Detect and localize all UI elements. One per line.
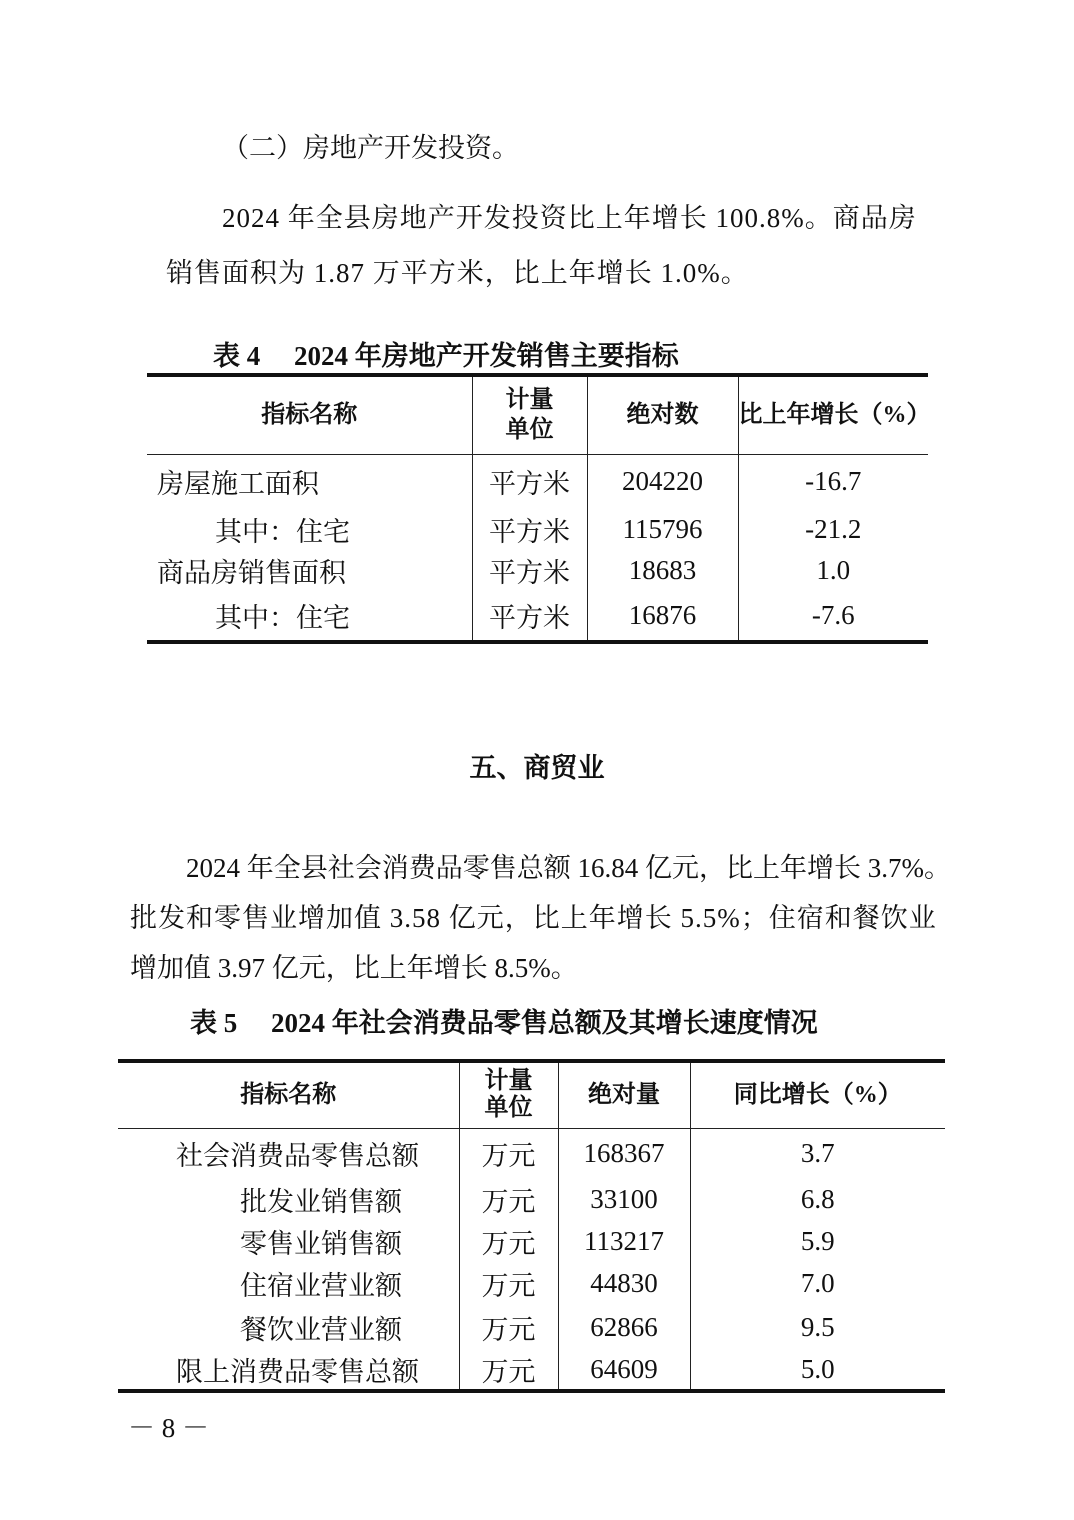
header-growth: 比上年增长（%） xyxy=(738,375,928,454)
row-growth: -7.6 xyxy=(738,591,928,642)
row-growth: -16.7 xyxy=(738,454,928,509)
table5 xyxy=(118,1059,945,1393)
paragraph-line: 批发和零售业增加值 3.58 亿元，比上年增长 5.5%；住宿和餐饮业 xyxy=(130,903,937,933)
row-unit: 平方米 xyxy=(472,454,587,509)
table-row xyxy=(118,1128,945,1178)
row-growth: -21.2 xyxy=(738,509,928,550)
header-name: 指标名称 xyxy=(147,375,472,454)
paragraph-line: 销售面积为 1.87 万平方米，比上年增长 1.0%。 xyxy=(166,258,749,288)
table-row xyxy=(147,591,928,642)
row-unit: 万元 xyxy=(459,1220,558,1262)
row-growth: 5.0 xyxy=(690,1349,945,1391)
row-name: 商品房销售面积 xyxy=(157,558,346,588)
row-unit: 万元 xyxy=(459,1349,558,1391)
row-unit: 万元 xyxy=(459,1262,558,1305)
row-value: 16876 xyxy=(587,591,738,642)
row-growth: 1.0 xyxy=(738,550,928,591)
page-number: － 8 － xyxy=(128,1413,209,1443)
row-unit: 平方米 xyxy=(472,509,587,550)
row-unit: 万元 xyxy=(459,1305,558,1349)
row-name: 其中：住宅 xyxy=(215,517,350,547)
paragraph-line: 2024 年全县社会消费品零售总额 16.84 亿元，比上年增长 3.7%。 xyxy=(186,853,951,883)
row-value: 113217 xyxy=(558,1220,690,1262)
header-unit: 计量 单位 xyxy=(459,1061,558,1128)
table-row xyxy=(118,1220,945,1262)
row-growth: 6.8 xyxy=(690,1178,945,1220)
paragraph-line: 增加值 3.97 亿元，比上年增长 8.5%。 xyxy=(130,953,578,983)
table-row xyxy=(118,1178,945,1220)
header-value: 绝对数 xyxy=(587,375,738,454)
row-name: 房屋施工面积 xyxy=(157,469,319,500)
row-name: 限上消费品零售总额 xyxy=(176,1356,419,1387)
subsection-title: （二）房地产开发投资。 xyxy=(222,133,519,163)
row-value: 64609 xyxy=(558,1349,690,1391)
row-growth: 5.9 xyxy=(690,1220,945,1262)
row-name: 住宿业营业额 xyxy=(240,1271,402,1301)
table5-title: 表 5 2024 年社会消费品零售总额及其增长速度情况 xyxy=(190,1008,818,1038)
table4-title: 表 4 2024 年房地产开发销售主要指标 xyxy=(213,341,679,371)
table-row xyxy=(118,1262,945,1305)
table4 xyxy=(147,373,931,644)
row-growth: 7.0 xyxy=(690,1262,945,1305)
row-unit: 万元 xyxy=(459,1178,558,1220)
row-value: 44830 xyxy=(558,1262,690,1305)
table-row xyxy=(147,454,928,509)
row-name: 批发业销售额 xyxy=(240,1186,402,1217)
table-row xyxy=(147,509,928,550)
header-growth: 同比增长（%） xyxy=(690,1061,945,1128)
header-name: 指标名称 xyxy=(118,1061,459,1128)
row-value: 18683 xyxy=(587,550,738,591)
row-value: 62866 xyxy=(558,1305,690,1349)
paragraph-line: 2024 年全县房地产开发投资比上年增长 100.8%。商品房 xyxy=(222,203,917,233)
header-value: 绝对量 xyxy=(558,1061,690,1128)
row-growth: 3.7 xyxy=(690,1128,945,1178)
table-row xyxy=(118,1305,945,1349)
header-unit: 计量 单位 xyxy=(472,375,587,454)
row-value: 33100 xyxy=(558,1178,690,1220)
table-row xyxy=(118,1349,945,1391)
row-unit: 平方米 xyxy=(472,550,587,591)
row-growth: 9.5 xyxy=(690,1305,945,1349)
row-name: 餐饮业营业额 xyxy=(240,1314,402,1345)
section-heading: 五、商贸业 xyxy=(469,753,605,783)
row-value: 204220 xyxy=(587,454,738,509)
row-name: 零售业销售额 xyxy=(240,1228,402,1259)
row-unit: 万元 xyxy=(459,1128,558,1178)
row-value: 168367 xyxy=(558,1128,690,1178)
row-value: 115796 xyxy=(587,509,738,550)
row-name: 其中：住宅 xyxy=(215,603,350,633)
row-name: 社会消费品零售总额 xyxy=(176,1140,419,1171)
row-unit: 平方米 xyxy=(472,591,587,642)
table-row xyxy=(147,550,928,591)
